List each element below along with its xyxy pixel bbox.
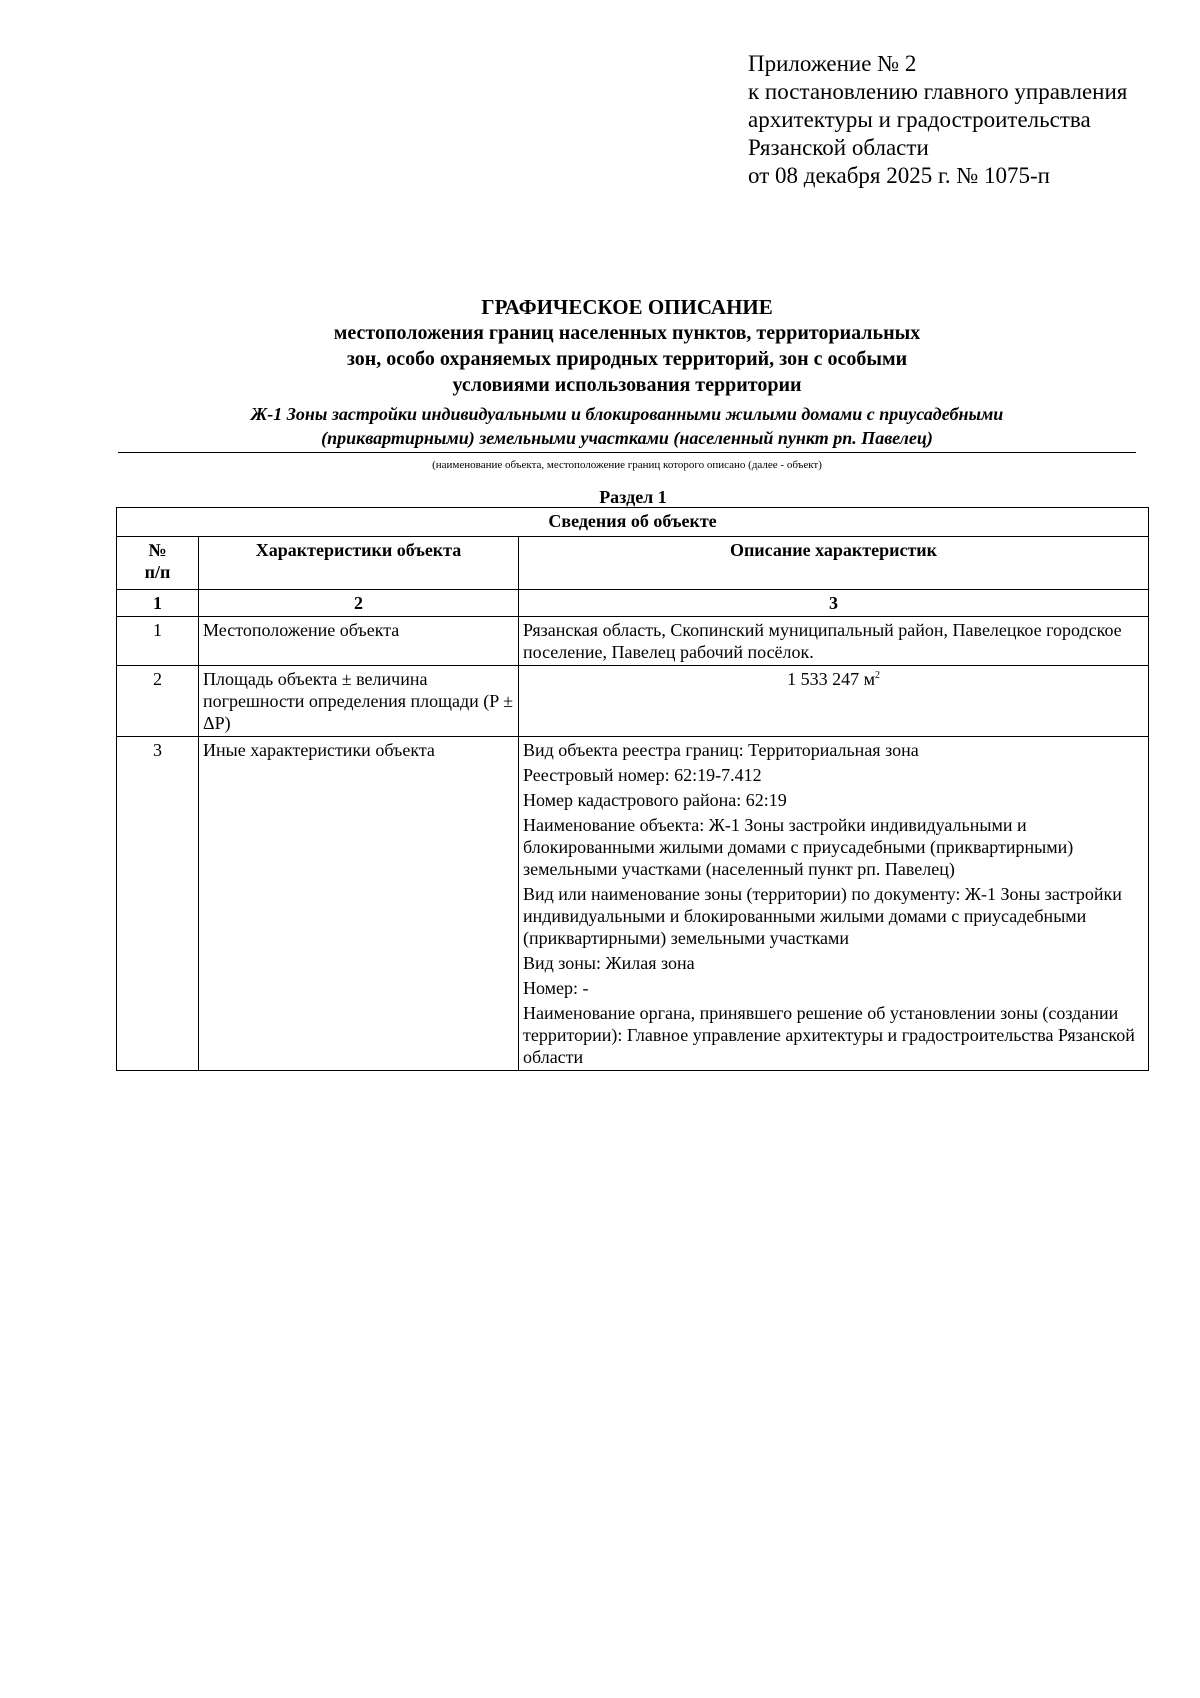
description-line: Вид зоны: Жилая зона [523,953,695,973]
header-characteristics: Характеристики объекта [199,537,519,590]
row-number: 3 [117,737,199,1071]
row-number: 1 [117,617,199,666]
row-description [519,617,1149,666]
column-number: 1 [117,590,199,617]
column-number-row [117,590,1149,617]
description-line: Номер кадастрового района: 62:19 [523,790,787,810]
header-number [117,537,199,590]
appendix-line: от 08 декабря 2025 г. № 1075-п [748,163,1050,188]
table-row [117,617,1149,666]
row-characteristic: Иные характеристики объекта [199,737,519,1071]
object-name-line: Ж-1 Зоны застройки индивидуальными и блокированными жилыми домами с приусадебными [250,404,1004,424]
description-line: Номер: - [523,978,589,998]
description-line: Наименование объекта: Ж-1 Зоны застройки индивидуальными и блокированными жилыми домами с приусадебными (приквартирными) земельными участками (населенный пункт рп. Павелец) [523,815,1074,879]
table-row [117,666,1149,737]
appendix-line: Рязанской области [748,135,929,160]
row-characteristic: Местоположение объекта [199,617,519,666]
table-row [117,737,1149,1071]
header-number-line: п/п [144,562,171,582]
object-name-underline [118,452,1136,453]
description-line: Вид объекта реестра границ: Территориальная зона [523,740,919,760]
area-unit-superscript: 2 [874,670,880,681]
document-title: ГРАФИЧЕСКОЕ ОПИСАНИЕ [481,295,773,319]
description-line: Наименование органа, принявшего решение об установлении зоны (создании территории): Главное управление архитектуры и градостроительства Рязанской области [523,1003,1135,1067]
object-caption: (наименование объекта, местоположение границ которого описано (далее - объект) [432,459,822,471]
appendix-line: Приложение № 2 [748,51,917,76]
column-number: 2 [199,590,519,617]
column-number: 3 [519,590,1149,617]
row-area-value [519,666,1149,737]
description-line: Реестровый номер: 62:19-7.412 [523,765,762,785]
appendix-header [748,50,1127,190]
appendix-line: к постановлению главного управления [748,79,1128,104]
table-caption: Сведения об объекте [117,508,1149,537]
object-name [118,402,1136,450]
header-description: Описание характеристик [519,537,1149,590]
table-caption-row [117,508,1149,537]
section-title: Раздел 1 [599,487,667,507]
row-number: 2 [117,666,199,737]
description-line: Рязанская область, Скопинский муниципальный район, Павелецкое городское поселение, Павелец рабочий посёлок. [523,620,1122,662]
header-number-line: № [148,540,167,560]
row-description [519,737,1149,1071]
description-line: Вид или наименование зоны (территории) по документу: Ж-1 Зоны застройки индивидуальными и блокированными жилыми домами с приусадебными (приквартирными) земельными участками [523,884,1122,948]
document-subtitle-line: местоположения границ населенных пунктов, территориальных [333,322,921,344]
document-title-block [118,294,1136,473]
object-info-table [116,507,1149,1071]
table-header-row [117,537,1149,590]
document-subtitle-line: условиями использования территории [452,374,802,396]
appendix-line: архитектуры и градостроительства [748,107,1091,132]
object-name-line: (приквартирными) земельными участками (населенный пункт рп. Павелец) [321,428,933,448]
area-value: 1 533 247 м [787,669,875,689]
document-subtitle-line: зон, особо охраняемых природных территорий, зон с особыми [346,348,908,370]
row-characteristic: Площадь объекта ± величина погрешности определения площади (P ± ΔP) [199,666,519,737]
